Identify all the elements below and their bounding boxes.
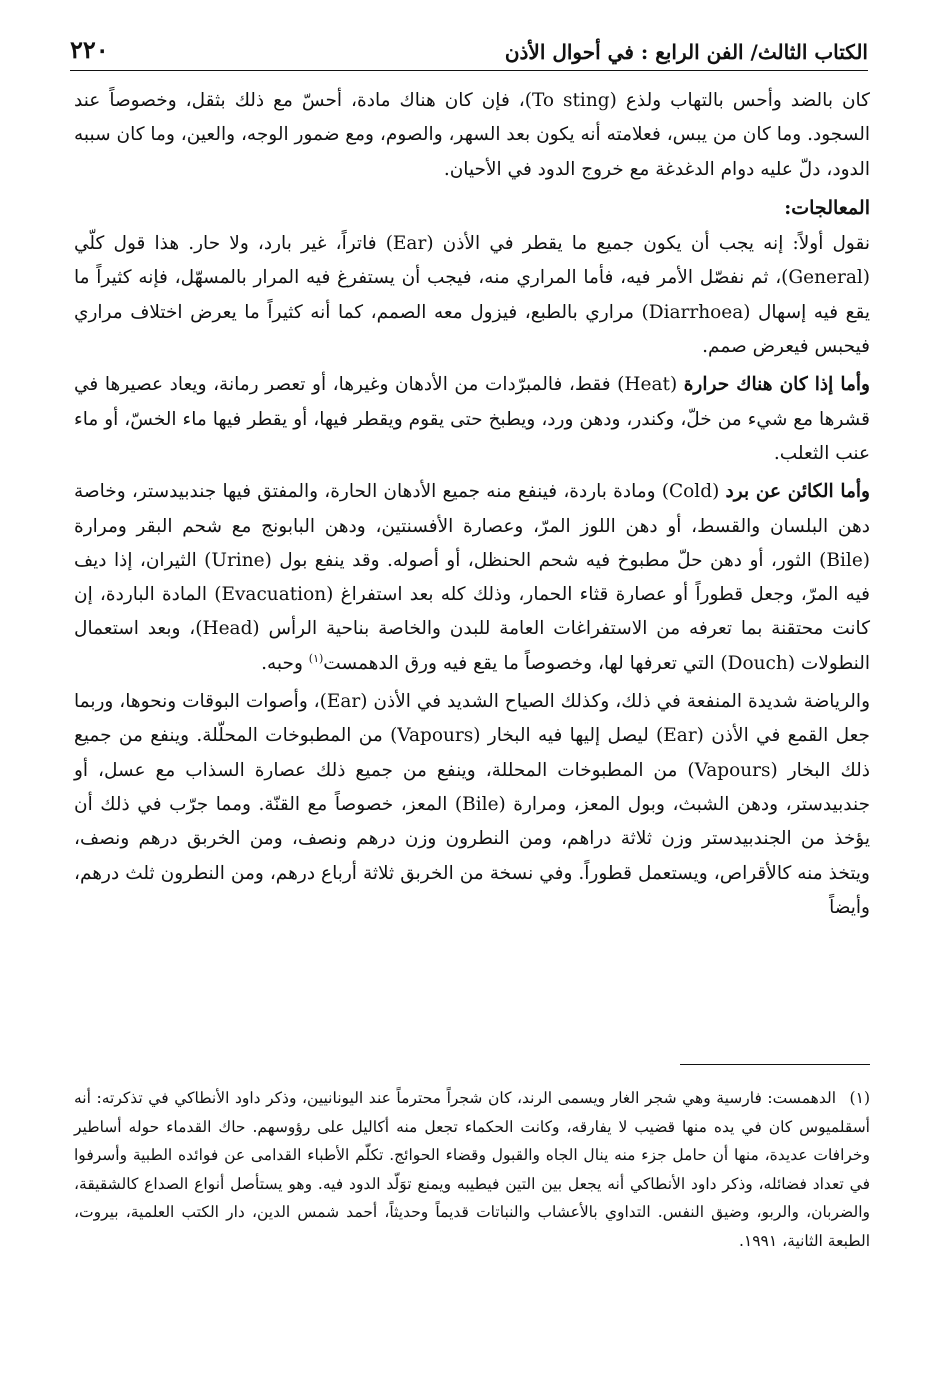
- paragraph-2: نقول أولاً: إنه يجب أن يكون جميع ما يقطر في الأذن (Ear) فاتراً، غير بارد، ولا حار. هذا قول كلّي (General)، ثم نفصّل الأمر فيه، فأما المراري منه، فيجب أن يستفرغ فيه المرار بالمسهّل، فإنه كثيراً ما يقع فيه إسهال (Diarrhoea) مراري بالطبع، فيزول معه الصمم، كما أنه كثيراً ما يعرض اختلاف مراري فيحبس فيعرض صمم.: [74, 233, 870, 358]
- running-title: الكتاب الثالث/ الفن الرابع : في أحوال الأذن: [504, 40, 868, 64]
- paragraph-4-end: وحبه.: [261, 652, 309, 674]
- paragraph-5: والرياضة شديدة المنفعة في ذلك، وكذلك الصياح الشديد في الأذن (Ear)، وأصوات البوقات ونحوها، وربما جعل القمع في الأذن (Ear) ليصل إليها فيه البخار (Vapours) من المطبوخات المحلّلة. وينفع من جميع ذلك البخار (Vapours) من المطبوخات المحللة، وينفع من جميع ذلك عصارة السذاب مع عسل، أو جندبيدستر، ودهن الشبث، وبول المعز، ومرارة (Bile) المعز، خصوصاً مع القنّة. ومما جرّب في ذلك أن يؤخذ من الجندبيدستر وزن ثلاثة دراهم، ومن النطرون وزن درهم ونصف، ومن الخربق درهم ونصف، ويتخذ منه كالأقراص، ويستعمل قطوراً. وفي نسخة من الخربق ثلاثة أرباع درهم، ومن النطرون ثلث درهم، وأيضاً: [74, 691, 870, 918]
- main-text: [74, 84, 870, 929]
- page-header: [70, 24, 868, 64]
- section-heading: المعالجات:: [784, 196, 870, 219]
- page-number: ٢٢٠: [70, 35, 109, 64]
- paragraph-4-lead: وأما الكائن عن برد: [725, 481, 870, 503]
- paragraph-3-lead: وأما إذا كان هناك حرارة: [683, 374, 870, 396]
- header-rule: [70, 70, 868, 71]
- paragraph-1: كان بالضد وأحس بالتهاب ولذع (To sting)، فإن كان هناك مادة، أحسّ مع ذلك بثقل، وخصوصاً عند السجود. وما كان من يبس، فعلامته أنه يكون بعد السهر، والصوم، ومع ضمور الوجه، والعين، وما كان سببه الدود، دلّ عليه دوام الدغدغة مع خروج الدود في الأحيان.: [74, 90, 870, 180]
- footnote-marker: (١): [849, 1089, 870, 1107]
- footnote-text: الدهمست: فارسية وهي شجر الغار ويسمى الرند، كان شجراً محترماً عند اليونانيين، وذكر داود الأنطاكي في تذكرته: أنه أسقلميوس كان في يده منها قضيب لا يفارقه، وكانت الحكماء تجعل منه أكاليل على رؤوسهم. حاك القدماء حوله أساطير وخرافات عديدة، منها أن حامل جزء منه ينال الجاه والقبول وقضاء الحوائج. تكلّم الأطباء القدامى عن فوائده الطبية وأسرفوا في تعداد فضائله، وذكر داود الأنطاكي أنه يجعل بين التين فيطيبه ويمنع توَلّد الدود فيه. وهو يستأصل أنواع الصداع كالشقيقة، والضربان، والربو، وضيق النفس. التداوي بالأعشاب والنباتات قديماً وحديثاً، أحمد شمس الدين، دار الكتب العلمية، بيروت، الطبعة الثانية، ١٩٩١.: [74, 1089, 870, 1250]
- paragraph-3-text: (Heat) فقط، فالمبرّدات من الأدهان وغيرها، أو تعصر رمانة، ويعاد عصيرها في قشرها مع شيء من خلّ، وكندر، ودهن ورد، ويطبخ حتى يقوم ويقطر فيها، أو يقطر فيها ماء الخسّ، أو ماء عنب الثعلب.: [74, 374, 870, 464]
- paragraph-3: [74, 368, 870, 471]
- footnote-reference[interactable]: (١): [308, 651, 324, 665]
- footnote-rule: [680, 1064, 870, 1065]
- paragraph-4: [74, 475, 870, 681]
- footnote-1: [74, 1084, 870, 1256]
- paragraph-4-text: (Cold) ومادة باردة، فينفع منه جميع الأدهان الحارة، والمفتق فيها جندبيدستر، وخاصة دهن البلسان والقسط، أو دهن اللوز المرّ، وعصارة الأفسنتين، ودهن البابونج مع شحم البقر ومرارة (Bile) الثور، أو دهن حلّ مطبوخ فيه شحم الحنظل، أو أصوله. وقد ينفع بول (Urine) الثيران، إذا ديف فيه المرّ، وجعل قطوراً أو عصارة قثاء الحمار، وذلك كله بعد استفراغ (Evacuation) المادة الباردة، إن كانت محتقنة بما تعرفه من الاستفراغات العامة للبدن والخاصة بناحية الرأس (Head)، وبعد استعمال النطولات (Douch) التي تعرفها لها، وخصوصاً ما يقع فيه ورق الدهمست: [74, 481, 871, 674]
- footnotes: [74, 1084, 870, 1256]
